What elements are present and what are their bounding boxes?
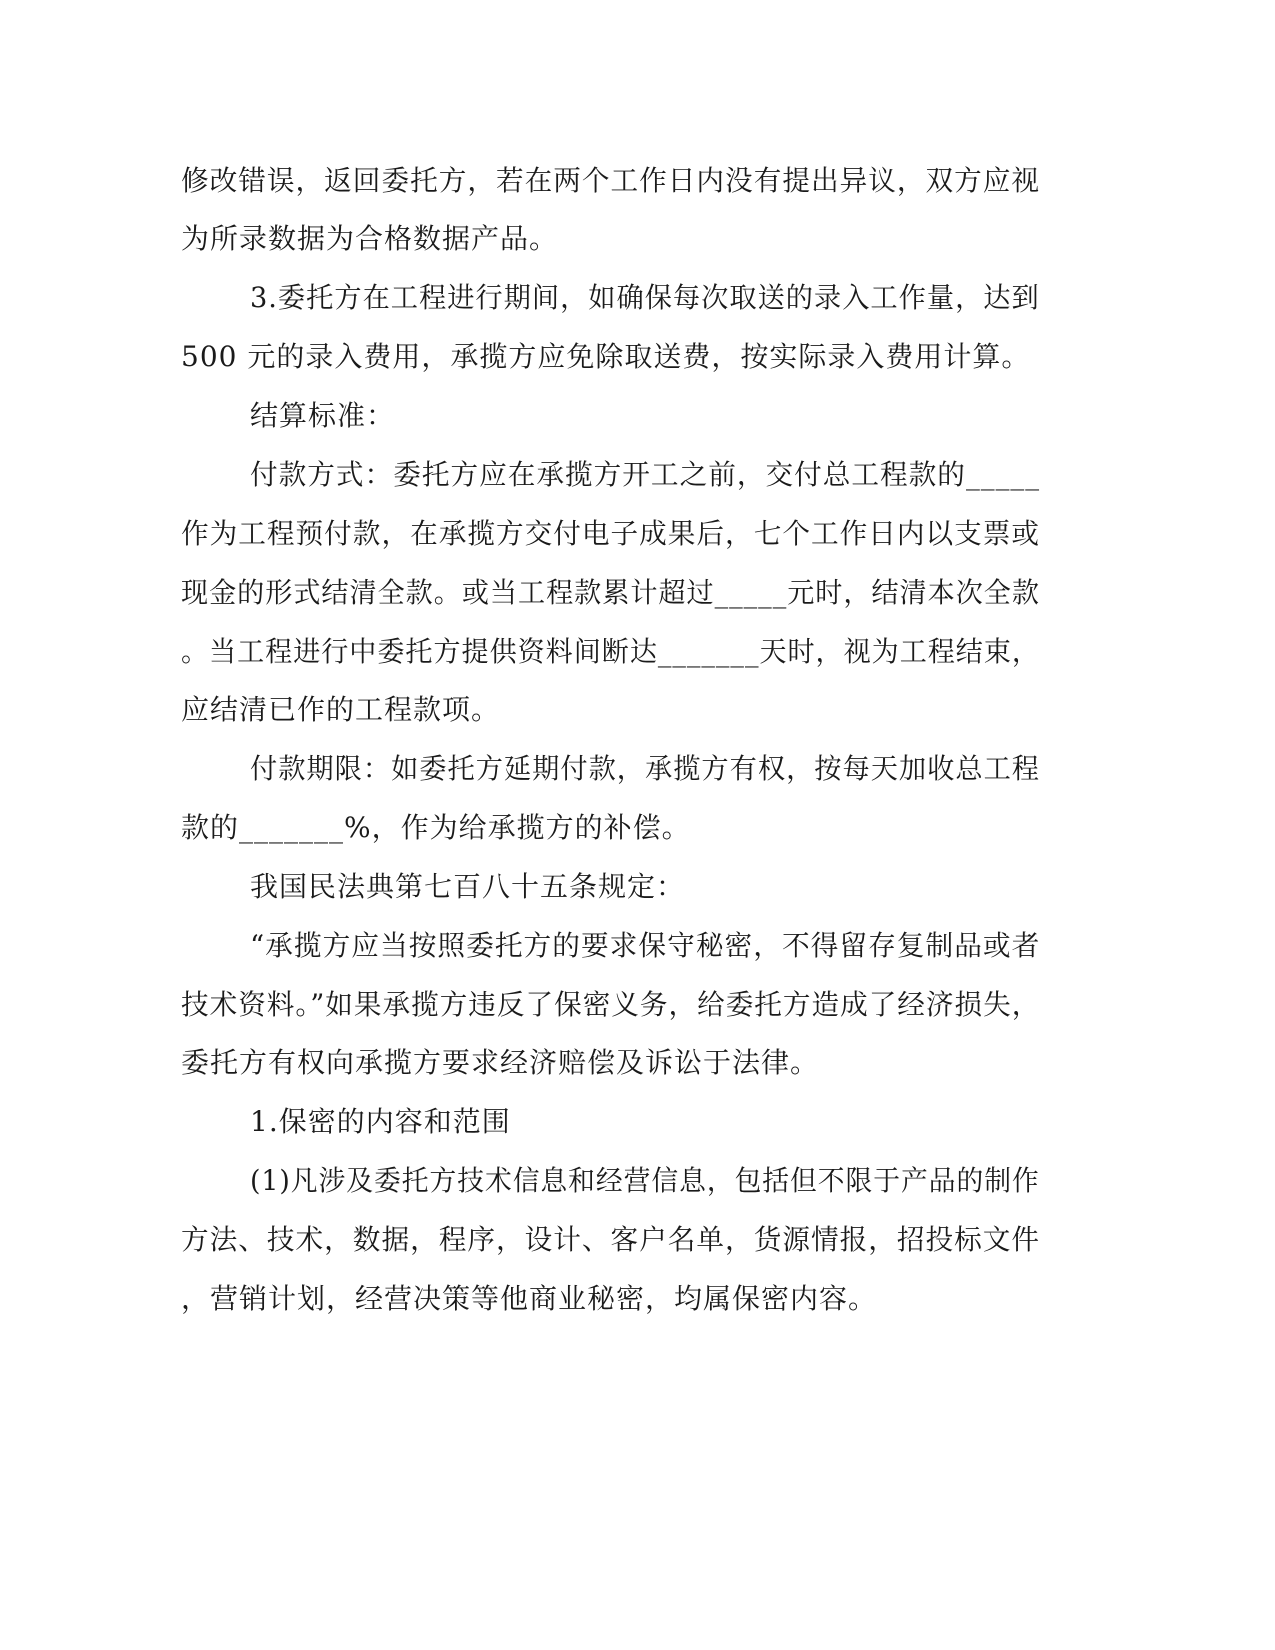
text-line: 款的_______%，作为给承揽方的补偿。 (181, 811, 691, 844)
text-line: 作为工程预付款，在承揽方交付电子成果后，七个工作日内以支票或 (181, 517, 1041, 550)
text-line: 为所录数据为合格数据产品。 (181, 222, 559, 255)
text-line: 技术资料。”如果承揽方违反了保密义务，给委托方造成了经济损失， (181, 988, 1041, 1021)
text-line: 结算标准： (250, 399, 396, 432)
text-line: 。当工程进行中委托方提供资料间断达_______天时，视为工程结束， (181, 635, 1040, 668)
text-line: 我国民法典第七百八十五条规定： (250, 870, 686, 903)
text-line: ，营销计划，经营决策等他商业秘密，均属保密内容。 (181, 1282, 878, 1315)
text-line: 修改错误，返回委托方，若在两个工作日内没有提出异议，双方应视 (181, 164, 1041, 197)
text-line: 3.委托方在工程进行期间，如确保每次取送的录入工作量，达到 (250, 281, 1040, 314)
text-line: “承揽方应当按照委托方的要求保守秘密，不得留存复制品或者 (250, 929, 1041, 962)
text-line: 500 元的录入费用，承揽方应免除取送费，按实际录入费用计算。 (181, 340, 1031, 373)
text-line: (1)凡涉及委托方技术信息和经营信息，包括但不限于产品的制作 (250, 1164, 1040, 1197)
text-line: 现金的形式结清全款。或当工程款累计超过_____元时，结清本次全款 (181, 576, 1040, 609)
text-line: 付款方式：委托方应在承揽方开工之前，交付总工程款的_____ (250, 458, 1041, 491)
text-line: 付款期限：如委托方延期付款，承揽方有权，按每天加收总工程 (250, 752, 1041, 785)
text-line: 1.保密的内容和范围 (250, 1105, 511, 1138)
text-line: 方法、技术，数据，程序，设计、客户名单，货源情报，招投标文件 (181, 1223, 1041, 1256)
text-line: 委托方有权向承揽方要求经济赔偿及诉讼于法律。 (181, 1046, 820, 1079)
text-line: 应结清已作的工程款项。 (181, 693, 501, 726)
